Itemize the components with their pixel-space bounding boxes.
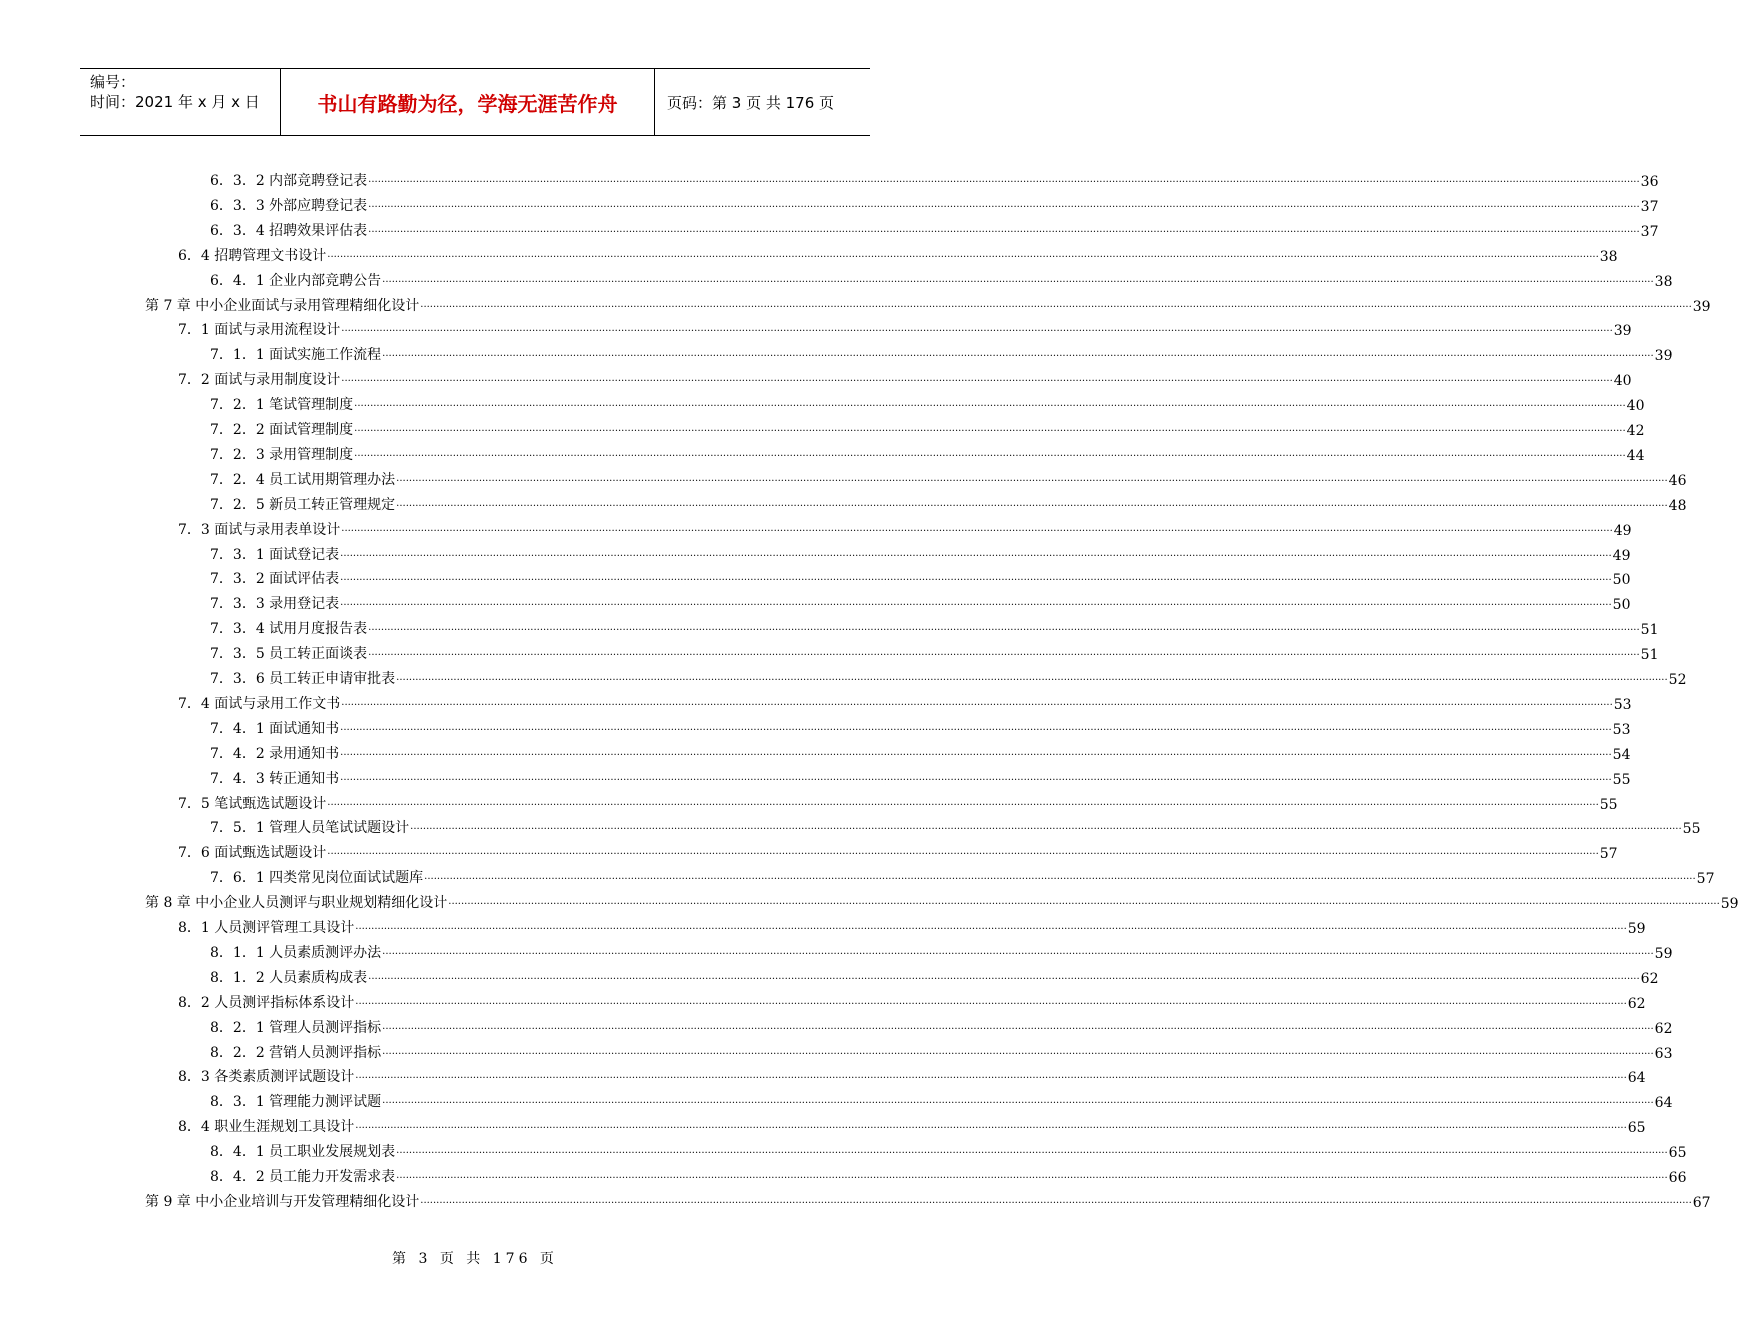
toc-entry-title: 第 7 章 中小企业面试与录用管理精细化设计	[145, 297, 420, 314]
toc-leader-dots: ................................................................................................................................................................................................................................................................................................................................................................................................................	[382, 945, 1654, 957]
toc-leader-dots: ................................................................................................................................................................................................................................................................................................................................................................................................................	[354, 398, 1626, 410]
toc-entry-page: 39	[1692, 298, 1711, 315]
toc-entry-title: 第 9 章 中小企业培训与开发管理精细化设计	[145, 1193, 420, 1210]
toc-leader-dots: ................................................................................................................................................................................................................................................................................................................................................................................................................	[341, 373, 1613, 385]
toc-entry-title: 8．3 各类素质测评试题设计	[178, 1069, 355, 1086]
toc-entry-title: 8．4．1 员工职业发展规划表	[210, 1144, 396, 1161]
toc-entry-title: 6．4．1 企业内部竞聘公告	[210, 272, 382, 289]
toc-leader-dots: ................................................................................................................................................................................................................................................................................................................................................................................................................	[355, 921, 1627, 932]
toc-leader-dots: ................................................................................................................................................................................................................................................................................................................................................................................................................	[396, 672, 1668, 683]
toc-entry[interactable]	[210, 666, 1687, 688]
toc-entry[interactable]	[210, 168, 1659, 190]
toc-entry-page: 38	[1599, 248, 1618, 265]
toc-entry-page: 54	[1612, 746, 1631, 763]
toc-leader-dots: ................................................................................................................................................................................................................................................................................................................................................................................................................	[340, 597, 1612, 609]
toc-leader-dots: ................................................................................................................................................................................................................................................................................................................................................................................................................	[354, 447, 1626, 459]
toc-leader-dots: ................................................................................................................................................................................................................................................................................................................................................................................................................	[424, 871, 1696, 883]
toc-entry-title: 8．4．2 员工能力开发需求表	[210, 1169, 396, 1185]
toc-entry-title: 6．3．3 外部应聘登记表	[210, 197, 368, 214]
toc-leader-dots: ................................................................................................................................................................................................................................................................................................................................................................................................................	[382, 1020, 1654, 1032]
toc-entry-page: 50	[1612, 572, 1631, 589]
toc-entry[interactable]	[178, 1114, 1646, 1137]
toc-entry-page: 63	[1654, 1045, 1673, 1062]
toc-entry[interactable]	[210, 342, 1673, 365]
toc-entry-title: 7．5 笔试甄选试题设计	[178, 795, 327, 812]
toc-entry-title: 第 8 章 中小企业人员测评与职业规划精细化设计	[145, 895, 448, 912]
toc-leader-dots: ................................................................................................................................................................................................................................................................................................................................................................................................................	[340, 721, 1612, 733]
toc-entry[interactable]	[210, 641, 1659, 664]
toc-leader-dots: ................................................................................................................................................................................................................................................................................................................................................................................................................	[327, 248, 1599, 260]
toc-entry-title: 7．3．2 面试评估表	[210, 571, 340, 588]
toc-entry[interactable]	[210, 940, 1673, 962]
toc-entry-title: 7．3．5 员工转正面谈表	[210, 646, 368, 663]
toc-entry-title: 8．4 职业生涯规划工具设计	[178, 1119, 355, 1136]
toc-entry[interactable]	[210, 965, 1659, 987]
toc-entry-page: 49	[1612, 547, 1631, 564]
toc-entry-page: 37	[1640, 223, 1659, 240]
toc-entry-page: 52	[1668, 672, 1687, 688]
toc-entry-page: 62	[1640, 970, 1659, 987]
toc-entry[interactable]	[210, 1015, 1673, 1037]
toc-entry-page: 57	[1696, 871, 1715, 888]
toc-entry-page: 64	[1654, 1095, 1673, 1112]
toc-entry[interactable]	[210, 417, 1645, 439]
toc-entry[interactable]	[178, 367, 1632, 390]
toc-leader-dots: ................................................................................................................................................................................................................................................................................................................................................................................................................	[368, 198, 1640, 210]
header-page-info: 页码：第 3 页 共 176 页	[667, 93, 835, 112]
header-meta	[80, 69, 281, 135]
toc-entry[interactable]	[210, 766, 1631, 788]
toc-leader-dots: ................................................................................................................................................................................................................................................................................................................................................................................................................	[396, 472, 1668, 484]
toc-entry-title: 7．4．3 转正通知书	[210, 770, 340, 787]
toc-entry[interactable]	[210, 392, 1645, 415]
toc-leader-dots: ................................................................................................................................................................................................................................................................................................................................................................................................................	[340, 547, 1612, 559]
toc-leader-dots: ................................................................................................................................................................................................................................................................................................................................................................................................................	[382, 1045, 1654, 1057]
toc-entry[interactable]	[178, 791, 1618, 813]
toc-entry-page: 44	[1626, 447, 1645, 464]
toc-leader-dots: ................................................................................................................................................................................................................................................................................................................................................................................................................	[354, 423, 1626, 434]
toc-entry[interactable]	[210, 741, 1631, 763]
toc-entry-title: 7．4．2 录用通知书	[210, 745, 340, 762]
toc-entry-title: 8．3．1 管理能力测评试题	[210, 1094, 382, 1111]
toc-leader-dots: ................................................................................................................................................................................................................................................................................................................................................................................................................	[368, 647, 1640, 659]
toc-leader-dots: ................................................................................................................................................................................................................................................................................................................................................................................................................	[355, 1120, 1627, 1132]
toc-entry-page: 51	[1640, 647, 1659, 664]
toc-entry[interactable]	[178, 915, 1646, 937]
toc-leader-dots: ................................................................................................................................................................................................................................................................................................................................................................................................................	[340, 746, 1612, 758]
toc-entry-title: 7．3．4 试用月度报告表	[210, 621, 368, 638]
toc-leader-dots: ................................................................................................................................................................................................................................................................................................................................................................................................................	[410, 821, 1682, 833]
toc-leader-dots: ................................................................................................................................................................................................................................................................................................................................................................................................................	[368, 223, 1640, 235]
toc-entry[interactable]	[178, 990, 1646, 1012]
toc-leader-dots: ................................................................................................................................................................................................................................................................................................................................................................................................................	[340, 771, 1612, 783]
toc-leader-dots: ................................................................................................................................................................................................................................................................................................................................................................................................................	[396, 1145, 1668, 1157]
page-header	[80, 68, 870, 136]
toc-entry[interactable]	[178, 840, 1618, 863]
toc-entry-page: 62	[1654, 1020, 1673, 1037]
toc-leader-dots: ................................................................................................................................................................................................................................................................................................................................................................................................................	[327, 796, 1599, 808]
toc-entry-title: 7．6．1 四类常见岗位面试试题库	[210, 870, 424, 887]
toc-entry[interactable]	[210, 268, 1673, 290]
toc-entry[interactable]	[210, 1164, 1687, 1186]
toc-entry[interactable]	[178, 243, 1618, 265]
toc-leader-dots: ................................................................................................................................................................................................................................................................................................................................................................................................................	[382, 1095, 1654, 1107]
toc-entry-page: 55	[1612, 771, 1631, 788]
toc-entry-page: 39	[1613, 323, 1632, 340]
toc-leader-dots: ................................................................................................................................................................................................................................................................................................................................................................................................................	[355, 1070, 1627, 1082]
toc-entry-title: 8．2．1 管理人员测评指标	[210, 1019, 382, 1036]
toc-entry-title: 7．2 面试与录用制度设计	[178, 372, 341, 389]
toc-leader-dots: ................................................................................................................................................................................................................................................................................................................................................................................................................	[341, 696, 1613, 708]
toc-entry[interactable]	[210, 218, 1659, 240]
toc-entry-title: 7．1 面试与录用流程设计	[178, 322, 341, 339]
toc-entry-page: 64	[1627, 1070, 1646, 1087]
toc-entry-title: 7．5．1 管理人员笔试试题设计	[210, 820, 410, 837]
toc-leader-dots: ................................................................................................................................................................................................................................................................................................................................................................................................................	[368, 174, 1640, 185]
toc-entry-title: 6．4 招聘管理文书设计	[178, 247, 327, 264]
toc-entry-page: 62	[1627, 995, 1646, 1012]
toc-entry[interactable]	[210, 865, 1715, 888]
toc-entry[interactable]	[145, 293, 1711, 315]
toc-entry-page: 65	[1668, 1145, 1687, 1162]
toc-entry-page: 42	[1626, 423, 1645, 439]
toc-entry[interactable]	[210, 492, 1687, 514]
toc-leader-dots: ................................................................................................................................................................................................................................................................................................................................................................................................................	[396, 497, 1668, 509]
toc-entry-title: 7．1．1 面试实施工作流程	[210, 347, 382, 364]
toc-entry[interactable]	[178, 517, 1632, 539]
toc-leader-dots: ................................................................................................................................................................................................................................................................................................................................................................................................................	[355, 995, 1627, 1007]
toc-leader-dots: ................................................................................................................................................................................................................................................................................................................................................................................................................	[368, 970, 1640, 982]
toc-entry[interactable]	[178, 317, 1632, 340]
toc-entry-page: 37	[1640, 198, 1659, 215]
toc-entry-title: 7．4 面试与录用工作文书	[178, 695, 341, 712]
toc-entry-title: 7．3．3 录用登记表	[210, 596, 340, 613]
toc-entry-page: 57	[1599, 846, 1618, 863]
toc-entry-title: 8．2 人员测评指标体系设计	[178, 994, 355, 1011]
toc-leader-dots: ................................................................................................................................................................................................................................................................................................................................................................................................................	[341, 323, 1613, 335]
toc-leader-dots: ................................................................................................................................................................................................................................................................................................................................................................................................................	[382, 348, 1654, 360]
toc-entry[interactable]	[210, 1089, 1673, 1112]
toc-entry-title: 7．4．1 面试通知书	[210, 720, 340, 737]
toc-entry[interactable]	[210, 616, 1659, 639]
toc-entry-page: 38	[1654, 273, 1673, 290]
toc-entry-page: 55	[1599, 796, 1618, 813]
toc-entry-page: 55	[1682, 821, 1701, 838]
toc-leader-dots: ................................................................................................................................................................................................................................................................................................................................................................................................................	[341, 522, 1613, 534]
toc-entry-page: 53	[1613, 696, 1632, 713]
toc-entry-page: 65	[1627, 1120, 1646, 1137]
toc-entry-title: 8．1 人员测评管理工具设计	[178, 920, 355, 936]
toc-entry[interactable]	[210, 566, 1631, 589]
toc-entry[interactable]	[210, 815, 1701, 838]
toc-entry[interactable]	[145, 1189, 1711, 1211]
toc-entry-page: 39	[1654, 348, 1673, 365]
toc-entry-page: 53	[1612, 721, 1631, 738]
toc-entry-title: 6．3．2 内部竞聘登记表	[210, 173, 368, 189]
toc-entry[interactable]	[210, 1040, 1673, 1062]
toc-entry-page: 46	[1668, 472, 1687, 489]
toc-entry[interactable]	[210, 542, 1631, 564]
toc-entry-title: 6．3．4 招聘效果评估表	[210, 222, 368, 239]
toc-entry-page: 40	[1613, 373, 1632, 390]
toc-entry-title: 7．3．1 面试登记表	[210, 546, 340, 563]
toc-leader-dots: ................................................................................................................................................................................................................................................................................................................................................................................................................	[420, 1194, 1692, 1206]
toc-entry[interactable]	[210, 591, 1631, 614]
header-motto: 书山有路勤为径，学海无涯苦作舟	[281, 69, 655, 135]
toc-entry-page: 40	[1626, 398, 1645, 415]
toc-leader-dots: ................................................................................................................................................................................................................................................................................................................................................................................................................	[396, 1170, 1668, 1181]
toc-entry[interactable]	[210, 193, 1659, 215]
toc-entry-page: 36	[1640, 174, 1659, 190]
toc-leader-dots: ................................................................................................................................................................................................................................................................................................................................................................................................................	[420, 298, 1692, 310]
toc-entry-page: 51	[1640, 622, 1659, 639]
toc-entry-title: 7．3．6 员工转正申请审批表	[210, 671, 396, 687]
toc-entry-title: 8．1．1 人员素质测评办法	[210, 944, 382, 961]
page-footer: 第 3 页 共 176 页	[392, 1251, 558, 1267]
toc-entry-title: 8．1．2 人员素质构成表	[210, 969, 368, 986]
toc-entry[interactable]	[210, 442, 1645, 464]
toc-entry[interactable]	[210, 467, 1687, 489]
toc-entry-page: 59	[1627, 921, 1646, 937]
toc-leader-dots: ................................................................................................................................................................................................................................................................................................................................................................................................................	[327, 846, 1599, 858]
toc-entry-title: 7．2．5 新员工转正管理规定	[210, 496, 396, 513]
toc-entry-page: 50	[1612, 597, 1631, 614]
toc-entry-page: 48	[1668, 497, 1687, 514]
toc-entry[interactable]	[145, 890, 1739, 913]
toc-entry-title: 7．2．2 面试管理制度	[210, 422, 354, 438]
toc-entry-title: 7．2．1 笔试管理制度	[210, 397, 354, 414]
toc-leader-dots: ................................................................................................................................................................................................................................................................................................................................................................................................................	[382, 273, 1654, 285]
toc-entry[interactable]	[210, 1139, 1687, 1162]
toc-leader-dots: ................................................................................................................................................................................................................................................................................................................................................................................................................	[368, 622, 1640, 634]
toc-entry[interactable]	[178, 691, 1632, 713]
toc-leader-dots: ................................................................................................................................................................................................................................................................................................................................................................................................................	[340, 572, 1612, 584]
toc-entry-title: 7．2．4 员工试用期管理办法	[210, 471, 396, 488]
toc-entry-page: 59	[1720, 896, 1739, 913]
toc-entry-title: 8．2．2 营销人员测评指标	[210, 1044, 382, 1061]
toc-leader-dots: ................................................................................................................................................................................................................................................................................................................................................................................................................	[448, 896, 1720, 908]
toc-entry-title: 7．6 面试甄选试题设计	[178, 845, 327, 862]
toc-entry-title: 7．3 面试与录用表单设计	[178, 521, 341, 538]
toc-entry-page: 59	[1654, 945, 1673, 962]
toc-entry[interactable]	[210, 716, 1631, 738]
serial-label: 编号：	[90, 73, 136, 91]
toc-entry-title: 7．2．3 录用管理制度	[210, 446, 354, 463]
toc-entry-page: 49	[1613, 522, 1632, 539]
date-line: 时间：2021 年 x 月 x 日	[90, 93, 260, 111]
toc-entry[interactable]	[178, 1064, 1646, 1087]
toc-entry-page: 67	[1692, 1194, 1711, 1211]
toc-entry-page: 66	[1668, 1170, 1687, 1186]
